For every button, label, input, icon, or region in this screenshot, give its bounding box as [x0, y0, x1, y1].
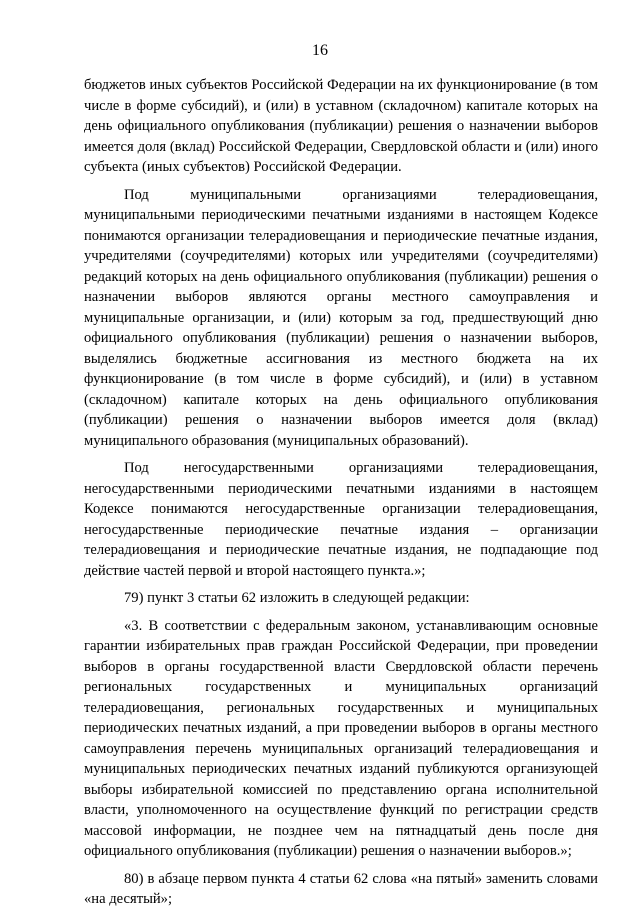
paragraph-non-state-media: Под негосударственными организациями телерадиовещания, негосударственными периодическими печатными изданиями в настоящем Кодексе понимаются негосударственные организации телерадиовещания, негосударственные периодические печатные издания – организации телерадиовещания и периодические печатные издания, не подпадающие под действие частей первой и второй настоящего пункта.»; [84, 460, 598, 579]
paragraph-municipal-media: Под муниципальными организациями телерадиовещания, муниципальными периодическими печатными изданиями в настоящем Кодексе понимаются организации телерадиовещания и периодические печатные издания, учредителями (соучредителями) которых или учредителями (соучредителями) редакций которых на день официального опубликования (публикации) решения о назначении выборов являются органы местного самоуправления и муниципальные организации, и (или) которым за год, предшествующий дню официального опубликования (публикации) решения о назначении выборов, выделялись бюджетные ассигнования из местного бюджета на их функционирование (в том числе в форме субсидий), и (или) в уставном (складочном) капитале которых на день официального опубликования (публикации) решения о назначении выборов имеется доля (вклад) муниципального образования (муниципальных образований). [84, 186, 598, 449]
page-number: 16 [312, 42, 328, 59]
paragraph-item-79-text: «3. В соответствии с федеральным законом, устанавливающим основные гарантии избирательных прав граждан Российской Федерации, при проведении выборов в органы государственной власти Свердловской области перечень региональных государственных и муниципальных организаций телерадиовещания, региональных государственных и муниципальных периодических печатных изданий, а при проведении выборов в органы местного самоуправления перечень муниципальных организаций телерадиовещания и муниципальных периодических печатных изданий публикуются организующей выборы избирательной комиссией по представлению органа исполнительной власти, уполномоченного на осуществление функций по регистрации средств массовой информации, не позднее чем на пятнадцатый день после дня официального опубликования (публикации) решения о назначении выборов.»; [84, 617, 598, 859]
paragraph-continuation: бюджетов иных субъектов Российской Федерации на их функционирование (в том числе в форме субсидий), и (или) в уставном (складочном) капитале которых на день официального опубликования (публикации) решения о назначении выборов имеется доля (вклад) Российской Федерации, Свердловской области и (или) иного субъекта (иных субъектов) Российской Федерации. [84, 77, 598, 175]
paragraph-item-79: 79) пункт 3 статьи 62 изложить в следующей редакции: [124, 590, 470, 606]
paragraph-item-80: 80) в абзаце первом пункта 4 статьи 62 слова «на пятый» заменить словами «на десятый»; [84, 870, 598, 907]
document-text [84, 75, 598, 917]
